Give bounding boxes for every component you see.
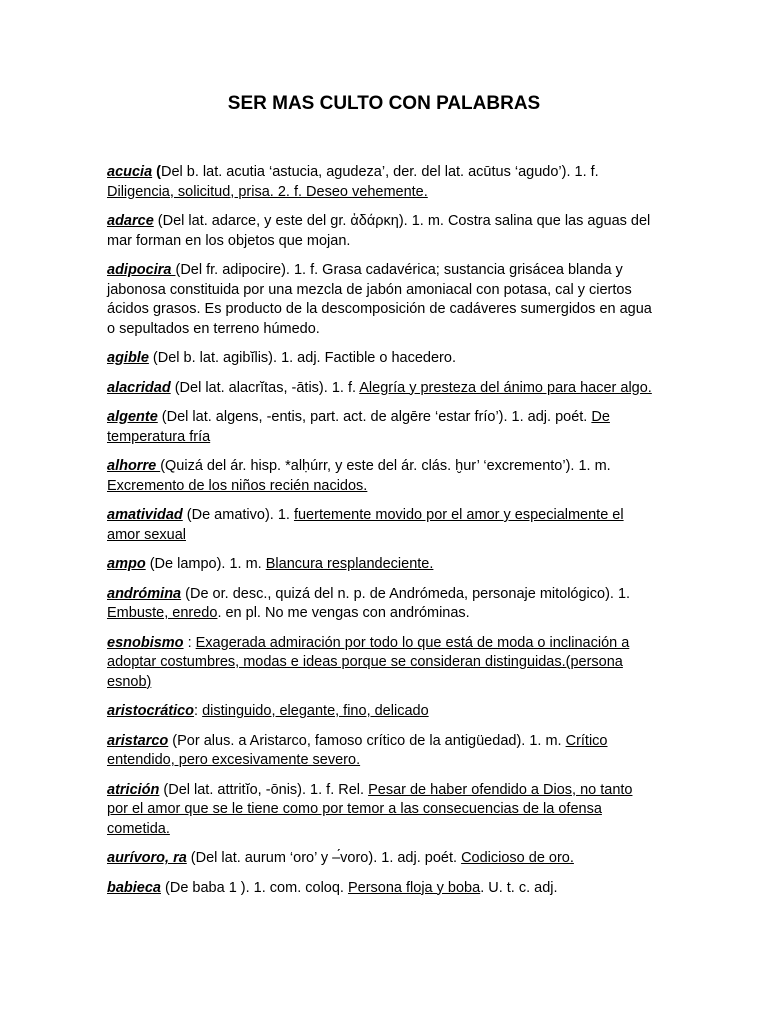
entry-text: (De or. desc., quizá del n. p. de Andrómeda, personaje mitológico). 1. xyxy=(181,585,631,602)
entry-headword: aristarco xyxy=(107,732,169,749)
glossary-entry xyxy=(107,702,657,722)
entry-headword: aristocrático xyxy=(107,703,195,719)
entry-text: (De lampo). 1. m. xyxy=(145,556,266,572)
entry-headword: ampo xyxy=(107,556,146,572)
entry-definition-underlined: Crítico entendido, pero excesivamente severo. xyxy=(107,732,608,768)
entry-text: (De baba 1 ). 1. com. coloq. xyxy=(161,879,348,896)
entry-definition-underlined: fuertemente movido por el amor y especialmente el amor sexual xyxy=(107,507,624,543)
entry-text: (Del fr. adipocire). 1. f. Grasa cadavérica; sustancia grisácea blanda y jabonosa constituida por una mezcla de jabón amoniacal con potasa, cal y ciertos ácidos grasos. Es producto de la descomposición de cadáveres sumergidos en agua o sepultados en terreno húmedo. xyxy=(107,262,652,337)
entry-definition-underlined: Embuste, enredo xyxy=(107,605,218,621)
entry-text: (Del lat. algens, -entis, part. act. de algēre ‘estar frío’). 1. adj. poét. xyxy=(157,409,592,425)
page-title: SER MAS CULTO CON PALABRAS xyxy=(227,93,541,114)
entry-text: : xyxy=(183,634,196,651)
entry-headword: aurívoro, ra xyxy=(107,850,187,866)
entry-headword: adarce xyxy=(107,213,154,229)
entry-text: (Quizá del ár. hisp. *alḥúrr, y este del ár. clás. ḫur’ ‘excremento’). 1. m. xyxy=(160,458,611,474)
glossary-entry xyxy=(107,879,657,899)
entry-headword: algente xyxy=(107,409,158,425)
entry-definition-underlined: Codicioso de oro. xyxy=(461,850,574,866)
glossary-list xyxy=(107,163,657,908)
glossary-entry xyxy=(107,781,657,840)
glossary-entry xyxy=(107,212,657,251)
glossary-entry xyxy=(107,555,657,575)
entry-text: (Del lat. adarce, y este del gr. ἀδάρκη). 1. m. Costra salina que las aguas del mar forman en los objetos que mojan. xyxy=(107,213,651,249)
glossary-entry xyxy=(107,457,657,496)
entry-headword: adipocira xyxy=(107,262,176,278)
glossary-entry xyxy=(107,732,657,771)
entry-text: ( xyxy=(152,164,162,180)
entry-text: (Del lat. alacrĭtas, -ātis). 1. f. xyxy=(170,379,360,396)
entry-text: (Del b. lat. agibĭlis). 1. adj. Factible o hacedero. xyxy=(148,350,456,366)
entry-text: (Del lat. attritĭo, -ōnis). 1. f. Rel. xyxy=(159,781,369,798)
entry-definition-underlined: De temperatura fría xyxy=(107,409,610,445)
entry-headword: esnobismo xyxy=(107,634,184,651)
glossary-entry xyxy=(107,506,657,545)
glossary-entry xyxy=(107,849,657,869)
entry-definition-underlined: Blancura resplandeciente. xyxy=(265,556,434,572)
entry-definition-underlined: distinguido, elegante, fino, delicado xyxy=(202,703,429,719)
entry-text: . U. t. c. adj. xyxy=(480,879,558,896)
entry-text: (Del lat. aurum ‘oro’ y –́voro). 1. adj. poét. xyxy=(186,850,462,866)
entry-definition-underlined: Diligencia, solicitud, prisa. 2. f. Deseo vehemente. xyxy=(107,183,428,200)
entry-text: (De amativo). 1. xyxy=(182,507,294,523)
entry-headword: babieca xyxy=(107,879,161,896)
entry-definition-underlined: Excremento de los niños recién nacidos. xyxy=(107,477,368,494)
entry-headword: alhorre xyxy=(107,458,161,474)
entry-definition-underlined: Alegría y presteza del ánimo para hacer algo. xyxy=(359,379,652,396)
glossary-entry xyxy=(107,261,657,339)
entry-text: : xyxy=(194,703,203,719)
entry-text: . en pl. No me vengas con andróminas. xyxy=(217,605,470,621)
entry-definition-underlined: Exagerada admiración por todo lo que está de moda o inclinación a adoptar costumbres, modas e ideas porque se consideran distinguidas.(persona esnob) xyxy=(107,634,630,690)
entry-headword: amatividad xyxy=(107,507,183,523)
glossary-entry xyxy=(107,585,657,624)
entry-definition-underlined: Pesar de haber ofendido a Dios, no tanto por el amor que se le tiene como por temor a las consecuencias de la ofensa cometida. xyxy=(107,781,633,837)
glossary-entry xyxy=(107,408,657,447)
entry-headword: andrómina xyxy=(107,585,182,602)
glossary-entry xyxy=(107,379,657,399)
entry-headword: alacridad xyxy=(107,379,171,396)
entry-text: (Por alus. a Aristarco, famoso crítico de la antigüedad). 1. m. xyxy=(168,732,566,749)
entry-headword: acucia xyxy=(107,164,153,180)
glossary-entry xyxy=(107,634,657,693)
entry-text: Del b. lat. acutia ‘astucia, agudeza’, der. del lat. acūtus ‘agudo’). 1. f. xyxy=(161,164,599,180)
entry-headword: atrición xyxy=(107,781,160,798)
entry-definition-underlined: Persona floja y boba xyxy=(347,879,481,896)
glossary-entry xyxy=(107,163,657,202)
entry-headword: agible xyxy=(107,350,149,366)
glossary-entry xyxy=(107,349,657,369)
